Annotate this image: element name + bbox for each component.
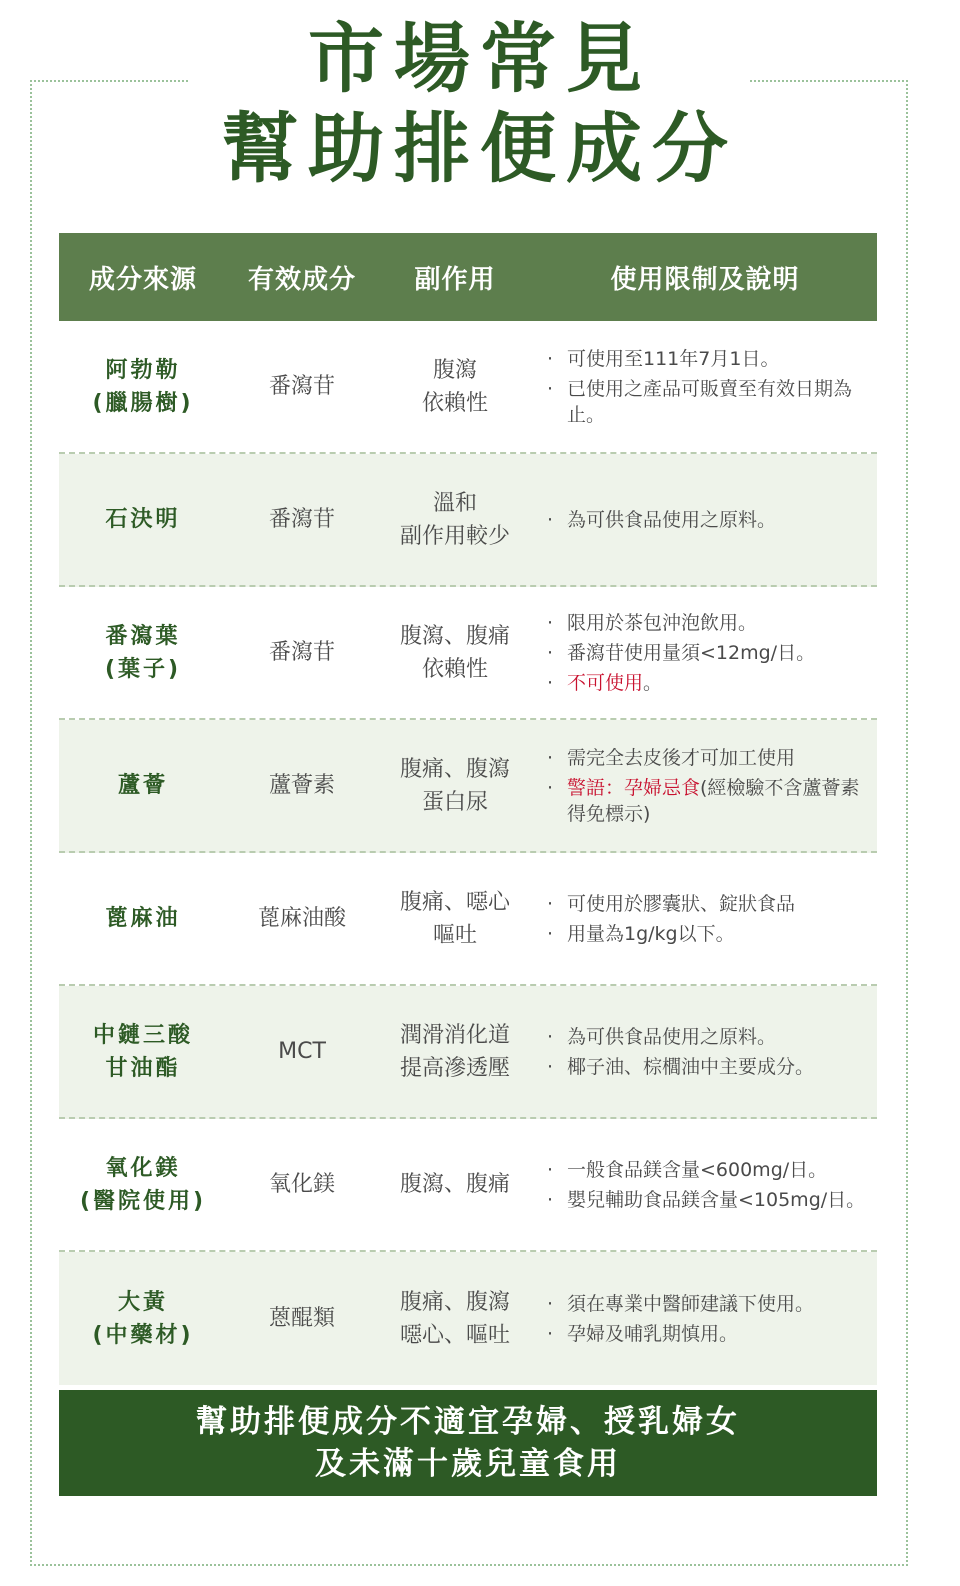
note-text-part: 為可供食品使用之原料。 xyxy=(567,508,777,531)
cell-source xyxy=(59,769,227,802)
note-warning-text: 警語：孕婦忌食 xyxy=(567,776,701,799)
cell-source-line: 氧化鎂 xyxy=(105,1155,181,1181)
note-text xyxy=(567,775,869,827)
note-text-part: 已使用之產品可販賣至有效日期為止。 xyxy=(567,377,853,426)
cell-notes xyxy=(533,503,877,537)
cell-notes xyxy=(533,342,877,432)
note-text xyxy=(567,507,869,533)
note-text xyxy=(567,610,869,636)
cell-side-effect xyxy=(377,886,533,952)
bullet-dot-icon: · xyxy=(547,347,554,370)
cell-side-effect xyxy=(377,354,533,420)
note-text-part: 需完全去皮後才可加工使用 xyxy=(567,746,796,769)
cell-source-line: 大黃 xyxy=(117,1289,168,1315)
cell-source-line: (葉子) xyxy=(104,656,182,682)
note-bullet xyxy=(547,1321,869,1347)
cell-side-effect-line: 腹痛、腹瀉 xyxy=(399,1289,510,1315)
cell-ingredient xyxy=(227,902,377,935)
cell-side-effect-line: 腹痛、腹瀉 xyxy=(399,756,510,782)
note-text xyxy=(567,640,869,666)
header-notes: 使用限制及說明 xyxy=(610,264,800,295)
cell-ingredient-line: 蓖麻油酸 xyxy=(257,906,346,931)
bullet-dot-icon: · xyxy=(547,1292,554,1315)
cell-notes xyxy=(533,1020,877,1084)
cell-ingredient-line: 番瀉苷 xyxy=(268,374,335,399)
note-text xyxy=(567,670,869,696)
note-bullet xyxy=(547,1157,869,1183)
ingredient-table xyxy=(59,233,877,1385)
cell-source xyxy=(59,1286,227,1352)
note-bullet xyxy=(547,1187,869,1213)
cell-notes xyxy=(533,606,877,700)
table-row xyxy=(59,720,877,853)
cell-source-line: 中鏈三酸 xyxy=(92,1022,193,1048)
note-bullet xyxy=(547,346,869,372)
cell-ingredient-line: 蘆薈素 xyxy=(268,773,335,798)
note-text-part: 嬰兒輔助食品鎂含量<105mg/日。 xyxy=(567,1188,866,1211)
cell-ingredient xyxy=(227,370,377,403)
note-bullet xyxy=(547,640,869,666)
cell-source xyxy=(59,503,227,536)
note-text-part: 椰子油、棕櫚油中主要成分。 xyxy=(567,1055,815,1078)
note-bullet xyxy=(547,1024,869,1050)
note-bullet xyxy=(547,775,869,827)
cell-ingredient xyxy=(227,1302,377,1335)
cell-side-effect xyxy=(377,1168,533,1201)
note-text xyxy=(567,1187,869,1213)
note-text xyxy=(567,1054,869,1080)
cell-source xyxy=(59,354,227,420)
note-text-part: 可使用至111年7月1日。 xyxy=(567,347,780,370)
note-text-part: 為可供食品使用之原料。 xyxy=(567,1025,777,1048)
bullet-dot-icon: · xyxy=(547,508,554,531)
note-text-part: 孕婦及哺乳期慎用。 xyxy=(567,1322,739,1345)
cell-source-line: (臘腸樹) xyxy=(92,390,194,416)
note-bullet xyxy=(547,1291,869,1317)
note-text xyxy=(567,1157,869,1183)
note-bullet xyxy=(547,891,869,917)
cell-source-line: 阿勃勒 xyxy=(105,357,181,383)
cell-ingredient-line: 番瀉苷 xyxy=(268,640,335,665)
table-row xyxy=(59,853,877,986)
cell-source-line: (中藥材) xyxy=(92,1322,194,1348)
note-text-part: 。 xyxy=(643,671,663,694)
bullet-dot-icon: · xyxy=(547,1322,554,1345)
bullet-dot-icon: · xyxy=(547,641,554,664)
bullet-dot-icon: · xyxy=(547,1025,554,1048)
cell-side-effect-line: 腹瀉、腹痛 xyxy=(399,1172,510,1197)
cell-notes xyxy=(533,1153,877,1217)
table-row xyxy=(59,986,877,1119)
cell-ingredient-line: 蒽醌類 xyxy=(268,1306,335,1331)
cell-ingredient-line: 番瀉苷 xyxy=(268,507,335,532)
cell-ingredient xyxy=(227,769,377,802)
table-header xyxy=(59,233,877,321)
cell-source xyxy=(59,902,227,935)
cell-side-effect-line: 副作用較少 xyxy=(399,523,510,549)
note-bullet xyxy=(547,376,869,428)
cell-source-line: 蘆薈 xyxy=(117,773,168,798)
note-bullet xyxy=(547,921,869,947)
cell-side-effect-line: 嘔吐 xyxy=(432,922,477,948)
header-side-effect: 副作用 xyxy=(414,264,496,295)
cell-side-effect-line: 腹瀉、腹痛 xyxy=(399,623,510,649)
note-text-part: 可使用於膠囊狀、錠狀食品 xyxy=(567,892,796,915)
cell-side-effect xyxy=(377,487,533,553)
note-text xyxy=(567,346,869,372)
note-text-part: 一般食品鎂含量<600mg/日。 xyxy=(567,1158,828,1181)
note-bullet xyxy=(547,610,869,636)
header-source: 成分來源 xyxy=(88,264,197,295)
table-body xyxy=(59,321,877,1385)
table-row xyxy=(59,1252,877,1385)
cell-notes xyxy=(533,1287,877,1351)
note-text-part: 限用於茶包沖泡飲用。 xyxy=(567,611,758,634)
cell-side-effect xyxy=(377,1019,533,1085)
cell-ingredient-line: MCT xyxy=(278,1039,326,1064)
bullet-dot-icon: · xyxy=(547,377,554,400)
note-text-part: 番瀉苷使用量須<12mg/日。 xyxy=(567,641,816,664)
cell-ingredient xyxy=(227,503,377,536)
note-text xyxy=(567,1291,869,1317)
note-text xyxy=(567,891,869,917)
note-text xyxy=(567,745,869,771)
cell-source-line: (醫院使用) xyxy=(79,1188,207,1214)
cell-side-effect xyxy=(377,753,533,819)
cell-side-effect-line: 潤滑消化道 xyxy=(399,1022,510,1048)
bullet-dot-icon: · xyxy=(547,922,554,945)
bullet-dot-icon: · xyxy=(547,671,554,694)
bullet-dot-icon: · xyxy=(547,776,554,799)
note-text-part: 須在專業中醫師建議下使用。 xyxy=(567,1292,815,1315)
table-row xyxy=(59,321,877,454)
cell-side-effect-line: 腹痛、噁心 xyxy=(399,889,510,915)
footer-line1: 幫助排便成分不適宜孕婦、授乳婦女 xyxy=(196,1404,740,1440)
cell-side-effect-line: 噁心、嘔吐 xyxy=(399,1322,510,1348)
cell-ingredient xyxy=(227,1168,377,1201)
cell-source-line: 蓖麻油 xyxy=(105,906,181,931)
note-warning-text: 不可使用 xyxy=(567,671,644,694)
note-bullet xyxy=(547,745,869,771)
note-text xyxy=(567,1321,869,1347)
note-bullet xyxy=(547,507,869,533)
bullet-dot-icon: · xyxy=(547,892,554,915)
note-text xyxy=(567,1024,869,1050)
bullet-dot-icon: · xyxy=(547,746,554,769)
cell-side-effect-line: 腹瀉 xyxy=(432,357,477,383)
footer-warning-banner xyxy=(59,1390,877,1496)
cell-source xyxy=(59,620,227,686)
cell-side-effect-line: 依賴性 xyxy=(421,390,488,416)
bullet-dot-icon: · xyxy=(547,1158,554,1181)
note-bullet xyxy=(547,670,869,696)
bullet-dot-icon: · xyxy=(547,1188,554,1211)
cell-side-effect-line: 提高滲透壓 xyxy=(399,1055,510,1081)
note-text xyxy=(567,921,869,947)
cell-side-effect xyxy=(377,1286,533,1352)
cell-ingredient xyxy=(227,1035,377,1068)
cell-source xyxy=(59,1019,227,1085)
cell-side-effect-line: 蛋白尿 xyxy=(421,789,488,815)
page-title-line2: 幫助排便成分 xyxy=(222,104,738,193)
table-row xyxy=(59,454,877,587)
cell-source-line: 甘油酯 xyxy=(105,1055,181,1081)
note-text-part: (經檢驗不含蘆薈素得免標示) xyxy=(567,776,860,825)
bullet-dot-icon: · xyxy=(547,1055,554,1078)
cell-source xyxy=(59,1152,227,1218)
cell-side-effect-line: 溫和 xyxy=(432,490,477,516)
note-text xyxy=(567,376,869,428)
cell-source-line: 石決明 xyxy=(105,507,181,532)
cell-side-effect xyxy=(377,620,533,686)
cell-notes xyxy=(533,887,877,951)
table-row xyxy=(59,587,877,720)
cell-ingredient xyxy=(227,636,377,669)
header-ingredient: 有效成分 xyxy=(247,264,356,295)
cell-ingredient-line: 氧化鎂 xyxy=(268,1172,335,1197)
footer-line2: 及未滿十歲兒童食用 xyxy=(315,1446,621,1482)
note-text-part: 用量為1g/kg以下。 xyxy=(567,922,735,945)
note-bullet xyxy=(547,1054,869,1080)
cell-notes xyxy=(533,741,877,831)
table-row xyxy=(59,1119,877,1252)
cell-side-effect-line: 依賴性 xyxy=(421,656,488,682)
bullet-dot-icon: · xyxy=(547,611,554,634)
cell-source-line: 番瀉葉 xyxy=(105,623,181,649)
page-title-line1: 市場常見 xyxy=(308,14,652,103)
